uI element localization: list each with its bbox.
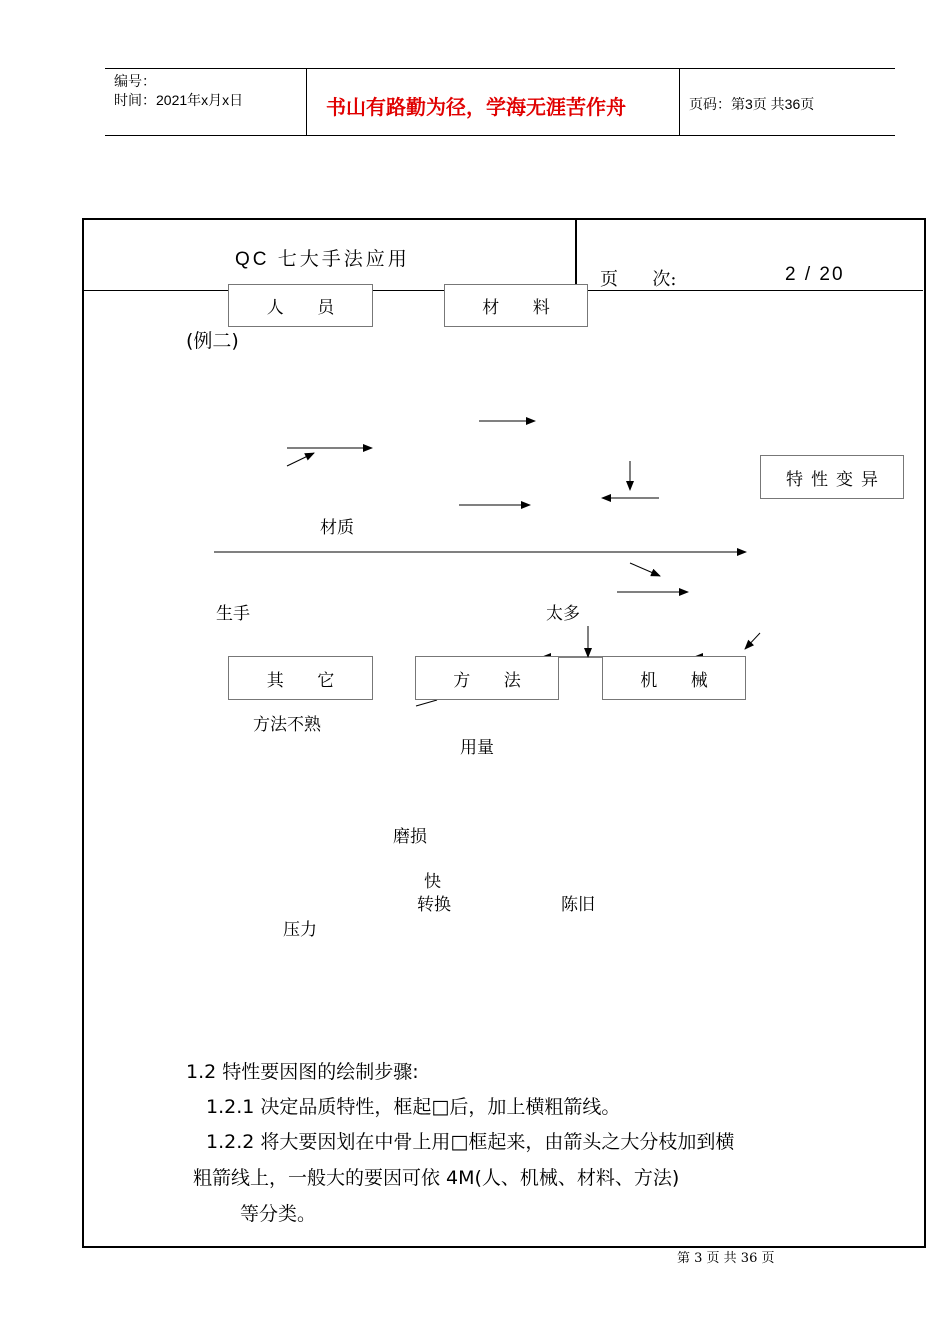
- header-page-label: 页码：第3页 共36页: [689, 96, 815, 112]
- steps-heading: 1.2 特性要因图的绘制步骤:: [186, 1061, 419, 1083]
- category-box-other: 其 它: [228, 656, 373, 700]
- cause-dosage: 用量: [460, 738, 494, 758]
- form-page-value: 2 / 20: [785, 264, 845, 285]
- cause-wear: 磨损: [393, 827, 427, 847]
- cause-unfamiliar-method: 方法不熟: [253, 715, 321, 735]
- step-1: 1.2.1 决定品质特性，框起□后，加上横粗箭线。: [206, 1096, 621, 1118]
- cause-too-many: 太多: [546, 604, 580, 624]
- branch-arrow-7: [630, 563, 660, 576]
- page-footer: 第 3 页 共 36 页: [677, 1251, 775, 1266]
- header-number-label: 编号：: [114, 73, 156, 89]
- branch-arrow-10: [745, 633, 760, 649]
- category-box-material: 材 料: [444, 284, 588, 327]
- category-box-personnel: 人 员: [228, 284, 373, 327]
- example-label: (例二): [186, 330, 239, 352]
- effect-box: 特性变异: [760, 455, 904, 499]
- step-2-line-2: 粗箭线上，一般大的要因可依 4M(人、机械、材料、方法): [193, 1167, 680, 1189]
- category-box-method: 方 法: [415, 656, 559, 700]
- cause-switch: 转换: [417, 895, 451, 915]
- branch-line-14: [416, 700, 437, 706]
- cause-material-quality: 材质: [320, 518, 354, 538]
- step-2-line-3: 等分类。: [240, 1203, 317, 1225]
- form-title: QC 七大手法应用: [235, 249, 410, 270]
- branch-arrow-3: [287, 453, 314, 466]
- header-motto: 书山有路勤为径，学海无涯苦作舟: [326, 95, 626, 119]
- form-page-label: 页 次:: [600, 269, 677, 290]
- cause-novice: 生手: [216, 604, 250, 624]
- step-2-line-1: 1.2.2 将大要因划在中骨上用□框起来，由箭头之大分枝加到横: [206, 1131, 735, 1153]
- cause-pressure: 压力: [283, 920, 317, 940]
- cause-old: 陈旧: [561, 895, 595, 915]
- header-time-label: 时间：2021年x月x日: [114, 92, 244, 108]
- cause-fast: 快: [424, 872, 441, 892]
- category-box-machine: 机 械: [602, 656, 746, 700]
